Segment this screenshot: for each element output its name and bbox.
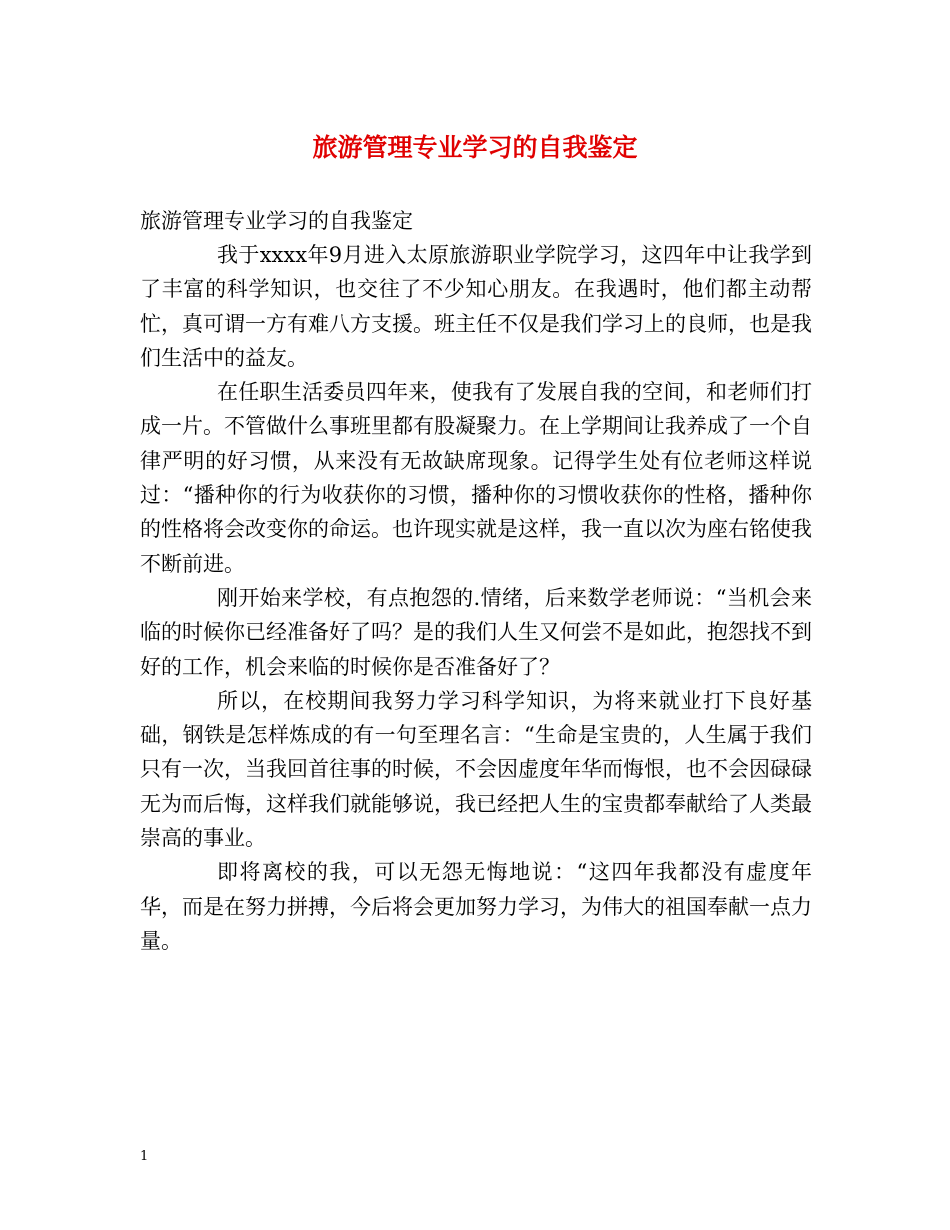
page-number: 1 xyxy=(140,1149,149,1164)
document-title: 旅游管理专业学习的自我鉴定 xyxy=(312,133,638,162)
paragraph-1: 我于xxxx年9月进入太原旅游职业学院学习，这四年中让我学到了丰富的科学知识，也交往了不少知心朋友。在我遇时，他们都主动帮忙，真可谓一方有难八方支援。班主任不仅是我们学习上的良师，也是我们生活中的益友。 xyxy=(140,243,812,370)
paragraph-3: 刚开始来学校，有点抱怨的.情绪，后来数学老师说：“当机会来临的时候你已经准备好了吗？是的我们人生又何尝不是如此，抱怨找不到好的工作，机会来临的时候你是否准备好了？ xyxy=(140,585,812,679)
document-body xyxy=(140,204,812,958)
paragraph-5: 即将离校的我，可以无怨无悔地说：“这四年我都没有虚度年华，而是在努力拼搏，今后将会更加努力学习，为伟大的祖国奉献一点力量。 xyxy=(140,860,812,953)
document-subtitle: 旅游管理专业学习的自我鉴定 xyxy=(140,209,413,233)
paragraph-4: 所以，在校期间我努力学习科学知识，为将来就业打下良好基础，钢铁是怎样炼成的有一句至理名言：“生命是宝贵的，人生属于我们只有一次，当我回首往事的时候，不会因虚度年华而悔恨，也不会因碌碌无为而后悔，这样我们就能够说，我已经把人生的宝贵都奉献给了人类最崇高的事业。 xyxy=(140,688,812,851)
paragraph-2: 在任职生活委员四年来，使我有了发展自我的空间，和老师们打成一片。不管做什么事班里都有股凝聚力。在上学期间让我养成了一个自律严明的好习惯，从来没有无故缺席现象。记得学生处有位老师这样说过：“播种你的行为收获你的习惯，播种你的习惯收获你的性格，播种你的性格将会改变你的命运。也许现实就是这样，我一直以次为座右铭使我不断前进。 xyxy=(140,380,812,576)
